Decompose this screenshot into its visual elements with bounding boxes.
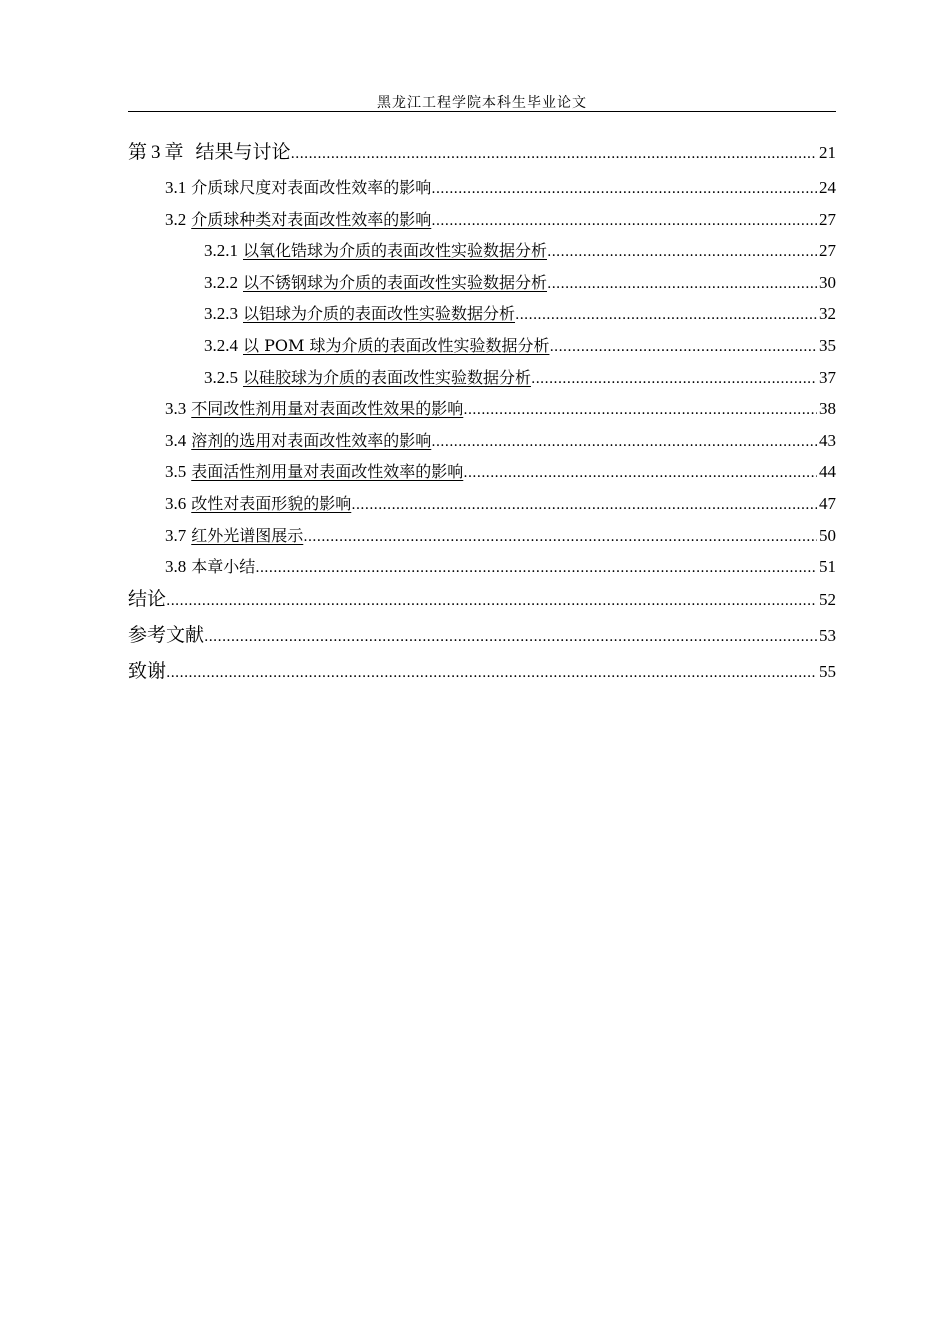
entry-number: 3.2.4 (204, 335, 238, 355)
dot-leader (515, 298, 817, 332)
page-number: 43 (819, 430, 836, 450)
toc-entry[interactable] (128, 520, 836, 552)
chapter-title: 结果与讨论 (195, 141, 291, 163)
toc-entry[interactable] (128, 267, 836, 299)
entry-title: 以铝球为介质的表面改性实验数据分析 (243, 304, 516, 324)
entry-number: 3.2.3 (204, 304, 238, 324)
dot-leader (431, 172, 817, 206)
toc-entry[interactable] (128, 393, 836, 425)
entry-title: 以氧化锆球为介质的表面改性实验数据分析 (243, 241, 548, 261)
dot-leader (291, 136, 817, 170)
header-rule (128, 111, 836, 112)
entry-number: 3.7 (165, 525, 187, 545)
entry-title: 以不锈钢球为介质的表面改性实验数据分析 (243, 272, 548, 292)
entry-title: 改性对表面形貌的影响 (191, 493, 352, 513)
table-of-contents (128, 136, 836, 691)
page-number: 37 (819, 367, 836, 387)
toc-back-matter-item[interactable] (128, 655, 836, 691)
entry-number: 3.2.1 (204, 241, 238, 261)
toc-entry[interactable] (128, 362, 836, 394)
page-number: 35 (819, 335, 836, 355)
chapter-prefix: 第 (128, 141, 148, 163)
dot-leader (166, 583, 817, 617)
entry-title: 表面活性剂用量对表面改性效率的影响 (191, 462, 464, 482)
toc-back-matter-item[interactable] (128, 619, 836, 655)
page-number: 51 (819, 557, 836, 577)
page-number: 55 (819, 661, 836, 681)
chapter-suffix: 章 (164, 141, 184, 163)
entry-number: 3.4 (165, 430, 187, 450)
page-number: 21 (819, 143, 836, 162)
entry-title: 以硅胶球为介质的表面改性实验数据分析 (243, 367, 532, 387)
dot-leader (431, 204, 817, 238)
page-number: 30 (819, 272, 836, 292)
page-number: 38 (819, 399, 836, 419)
dot-leader (547, 267, 817, 301)
dot-leader (255, 551, 817, 585)
entry-title: 以 POM 球为介质的表面改性实验数据分析 (243, 335, 550, 355)
toc-back-matter-item[interactable] (128, 583, 836, 619)
dot-leader (531, 362, 817, 396)
page-number: 32 (819, 304, 836, 324)
entry-number: 3.2.5 (204, 367, 238, 387)
toc-back-matter (128, 583, 836, 691)
toc-entry[interactable] (128, 488, 836, 520)
entry-title: 介质球种类对表面改性效率的影响 (191, 209, 432, 229)
entry-number: 3.1 (165, 178, 187, 197)
entry-number: 3.3 (165, 399, 187, 419)
toc-entry[interactable] (128, 298, 836, 330)
page-number: 24 (819, 178, 836, 197)
entry-title: 不同改性剂用量对表面改性效果的影响 (191, 399, 464, 419)
page-number: 50 (819, 525, 836, 545)
dot-leader (549, 330, 817, 364)
entry-number: 3.6 (165, 493, 187, 513)
entry-title: 参考文献 (128, 623, 205, 646)
dot-leader (463, 456, 817, 490)
entry-number: 3.2.2 (204, 272, 238, 292)
page-number: 27 (819, 209, 836, 229)
dot-leader (463, 393, 817, 427)
toc-entries (128, 172, 836, 583)
dot-leader (547, 235, 817, 269)
page-number: 47 (819, 493, 836, 513)
dot-leader (351, 488, 817, 522)
chapter-number: 3 (151, 142, 161, 163)
dot-leader (303, 520, 817, 554)
entry-number: 3.5 (165, 462, 187, 482)
page-number: 27 (819, 241, 836, 261)
entry-number: 3.2 (165, 209, 187, 229)
toc-entry[interactable] (128, 456, 836, 488)
page-header: 黑龙江工程学院本科生毕业论文 (377, 95, 587, 111)
dot-leader (166, 655, 817, 689)
dot-leader (204, 619, 817, 653)
entry-number: 3.8 (165, 557, 187, 577)
dot-leader (431, 425, 817, 459)
toc-entry[interactable] (128, 235, 836, 267)
toc-entry[interactable] (128, 172, 836, 204)
entry-title: 致谢 (128, 659, 167, 682)
toc-entry[interactable] (128, 425, 836, 457)
entry-title: 红外光谱图展示 (191, 525, 304, 545)
entry-title: 本章小结 (191, 557, 256, 577)
entry-title: 结论 (128, 587, 167, 610)
entry-title: 溶剂的选用对表面改性效率的影响 (191, 430, 432, 450)
entry-title: 介质球尺度对表面改性效率的影响 (191, 178, 432, 197)
page-number: 52 (819, 589, 836, 609)
page-number: 53 (819, 625, 836, 645)
page-number: 44 (819, 462, 836, 482)
toc-chapter-3[interactable] (128, 136, 836, 172)
toc-entry[interactable] (128, 330, 836, 362)
toc-entry[interactable] (128, 204, 836, 236)
toc-entry[interactable] (128, 551, 836, 583)
